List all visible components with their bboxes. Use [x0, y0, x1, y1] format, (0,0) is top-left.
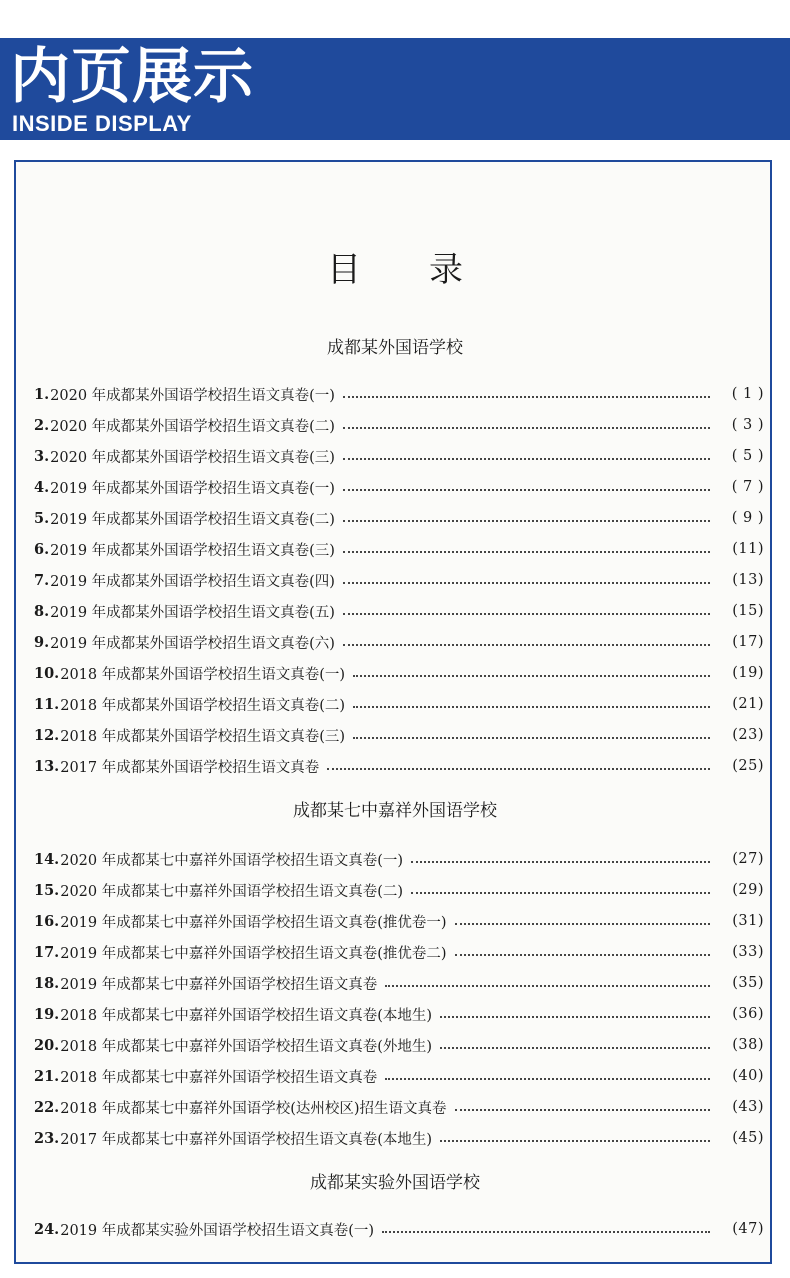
- entry-title: 2019 年成都某外国语学校招生语文真卷(四): [50, 573, 335, 590]
- toc-entry: [34, 693, 764, 715]
- banner-title: 内页展示: [10, 42, 254, 112]
- dot-leader: [440, 1047, 710, 1049]
- entry-number: 12.: [34, 726, 60, 744]
- document-page: [14, 160, 772, 1264]
- entry-page-number: (15): [732, 603, 764, 619]
- dot-leader: [343, 551, 710, 553]
- entry-page-number: (35): [732, 975, 764, 991]
- entry-title: 2020 年成都某七中嘉祥外国语学校招生语文真卷(二): [60, 883, 404, 900]
- dot-leader: [343, 427, 710, 429]
- entry-page-number: ( 9 ): [731, 510, 764, 526]
- dot-leader: [343, 489, 710, 491]
- dot-leader: [353, 737, 710, 739]
- entry-page-number: ( 3 ): [731, 417, 764, 433]
- entry-page-number: (19): [732, 665, 764, 681]
- dot-leader: [385, 1078, 710, 1080]
- entry-number: 6.: [34, 540, 50, 558]
- dot-leader: [411, 892, 710, 894]
- toc-entry: [34, 972, 764, 994]
- entry-title: 2018 年成都某七中嘉祥外国语学校招生语文真卷(本地生): [60, 1007, 433, 1024]
- dot-leader: [343, 520, 710, 522]
- entry-page-number: (40): [732, 1068, 764, 1084]
- toc-entry: [34, 755, 764, 777]
- entry-title: 2019 年成都某外国语学校招生语文真卷(五): [50, 604, 335, 621]
- section-heading: 成都某七中嘉祥外国语学校: [293, 801, 497, 821]
- entry-number: 2.: [34, 416, 50, 434]
- entry-number: 20.: [34, 1036, 60, 1054]
- toc-entry: [34, 538, 764, 560]
- header-banner: [0, 38, 790, 140]
- entry-page-number: ( 5 ): [731, 448, 764, 464]
- toc-title-part: 录: [429, 250, 463, 290]
- entry-title: 2018 年成都某七中嘉祥外国语学校招生语文真卷: [60, 1069, 378, 1086]
- toc-title-part: 目: [327, 250, 361, 290]
- toc-title: [16, 250, 774, 290]
- toc-entry: [34, 941, 764, 963]
- entry-number: 23.: [34, 1129, 60, 1147]
- toc-entry: [34, 600, 764, 622]
- dot-leader: [440, 1016, 710, 1018]
- entry-number: 24.: [34, 1220, 60, 1238]
- dot-leader: [343, 582, 710, 584]
- entry-page-number: (45): [732, 1130, 764, 1146]
- toc-entry: [34, 507, 764, 529]
- entry-title: 2018 年成都某外国语学校招生语文真卷(二): [60, 697, 346, 714]
- entry-number: 5.: [34, 509, 50, 527]
- entry-page-number: (25): [732, 758, 764, 774]
- entry-number: 18.: [34, 974, 60, 992]
- section-heading: 成都某外国语学校: [327, 338, 463, 358]
- entry-title: 2020 年成都某外国语学校招生语文真卷(二): [50, 418, 335, 435]
- entry-page-number: (36): [732, 1006, 764, 1022]
- toc-entry: [34, 1034, 764, 1056]
- dot-leader: [343, 644, 710, 646]
- entry-title: 2019 年成都某七中嘉祥外国语学校招生语文真卷(推优卷二): [60, 945, 447, 962]
- toc-entry: [34, 1003, 764, 1025]
- entry-title: 2019 年成都某七中嘉祥外国语学校招生语文真卷: [60, 976, 378, 993]
- dot-leader: [343, 458, 710, 460]
- entry-title: 2018 年成都某七中嘉祥外国语学校(达州校区)招生语文真卷: [60, 1100, 447, 1117]
- toc-entry: [34, 662, 764, 684]
- toc-entry: [34, 848, 764, 870]
- entry-number: 10.: [34, 664, 60, 682]
- entry-page-number: (43): [732, 1099, 764, 1115]
- entry-number: 9.: [34, 633, 50, 651]
- toc-entry: [34, 631, 764, 653]
- entry-title: 2019 年成都某外国语学校招生语文真卷(三): [50, 542, 335, 559]
- entry-page-number: (38): [732, 1037, 764, 1053]
- toc-entry: [34, 414, 764, 436]
- dot-leader: [385, 985, 710, 987]
- entry-title: 2018 年成都某外国语学校招生语文真卷(三): [60, 728, 346, 745]
- entry-page-number: (21): [732, 696, 764, 712]
- entry-number: 15.: [34, 881, 60, 899]
- entry-number: 4.: [34, 478, 50, 496]
- dot-leader: [327, 768, 710, 770]
- entry-page-number: ( 1 ): [731, 386, 764, 402]
- entry-page-number: (31): [732, 913, 764, 929]
- entry-page-number: (29): [732, 882, 764, 898]
- entry-page-number: (47): [732, 1221, 764, 1237]
- entry-number: 8.: [34, 602, 50, 620]
- dot-leader: [343, 396, 710, 398]
- toc-entry: [34, 879, 764, 901]
- toc-entry: [34, 445, 764, 467]
- entry-page-number: (33): [732, 944, 764, 960]
- entry-title: 2017 年成都某七中嘉祥外国语学校招生语文真卷(本地生): [60, 1131, 433, 1148]
- entry-page-number: ( 7 ): [731, 479, 764, 495]
- entry-number: 19.: [34, 1005, 60, 1023]
- banner-subtitle: INSIDE DISPLAY: [12, 111, 192, 136]
- entry-number: 1.: [34, 385, 50, 403]
- dot-leader: [440, 1140, 710, 1142]
- dot-leader: [455, 1109, 710, 1111]
- entry-title: 2017 年成都某外国语学校招生语文真卷: [60, 759, 320, 776]
- entry-number: 13.: [34, 757, 60, 775]
- entry-number: 11.: [34, 695, 60, 713]
- entry-page-number: (23): [732, 727, 764, 743]
- toc-entry: [34, 569, 764, 591]
- toc-entry: [34, 383, 764, 405]
- toc-entry: [34, 1096, 764, 1118]
- entry-title: 2020 年成都某外国语学校招生语文真卷(一): [50, 387, 335, 404]
- toc-entry: [34, 910, 764, 932]
- dot-leader: [455, 954, 710, 956]
- entry-page-number: (11): [732, 541, 764, 557]
- toc-entry: [34, 476, 764, 498]
- section-heading: 成都某实验外国语学校: [310, 1173, 480, 1193]
- entry-number: 21.: [34, 1067, 60, 1085]
- entry-title: 2019 年成都某外国语学校招生语文真卷(二): [50, 511, 335, 528]
- entry-page-number: (13): [732, 572, 764, 588]
- dot-leader: [455, 923, 710, 925]
- toc-entry: [34, 1218, 764, 1240]
- entry-number: 3.: [34, 447, 50, 465]
- entry-title: 2018 年成都某外国语学校招生语文真卷(一): [60, 666, 346, 683]
- dot-leader: [353, 706, 710, 708]
- entry-title: 2019 年成都某实验外国语学校招生语文真卷(一): [60, 1222, 375, 1239]
- dot-leader: [343, 613, 710, 615]
- entry-title: 2019 年成都某七中嘉祥外国语学校招生语文真卷(推优卷一): [60, 914, 447, 931]
- dot-leader: [353, 675, 710, 677]
- toc-entry: [34, 1065, 764, 1087]
- entry-number: 16.: [34, 912, 60, 930]
- dot-leader: [411, 861, 710, 863]
- entry-title: 2020 年成都某外国语学校招生语文真卷(三): [50, 449, 335, 466]
- entry-title: 2019 年成都某外国语学校招生语文真卷(一): [50, 480, 335, 497]
- entry-number: 17.: [34, 943, 60, 961]
- entry-page-number: (27): [732, 851, 764, 867]
- dot-leader: [382, 1231, 710, 1233]
- entry-number: 7.: [34, 571, 50, 589]
- entry-number: 14.: [34, 850, 60, 868]
- entry-title: 2020 年成都某七中嘉祥外国语学校招生语文真卷(一): [60, 852, 404, 869]
- entry-page-number: (17): [732, 634, 764, 650]
- toc-entry: [34, 724, 764, 746]
- entry-title: 2019 年成都某外国语学校招生语文真卷(六): [50, 635, 335, 652]
- entry-number: 22.: [34, 1098, 60, 1116]
- entry-title: 2018 年成都某七中嘉祥外国语学校招生语文真卷(外地生): [60, 1038, 433, 1055]
- toc-entry: [34, 1127, 764, 1149]
